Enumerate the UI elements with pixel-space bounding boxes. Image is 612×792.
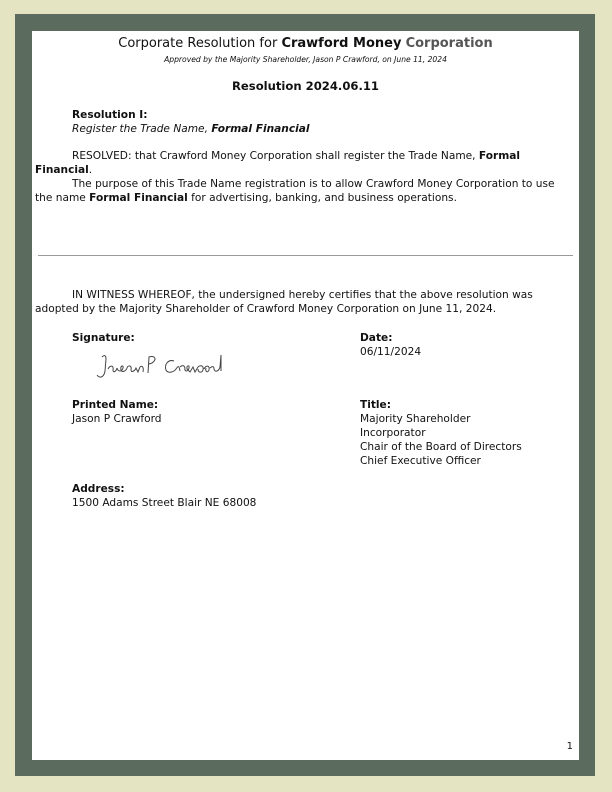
title-item: Incorporator: [360, 427, 426, 439]
resolution-heading: Resolution I:: [72, 109, 148, 121]
title-company: Crawford Money: [281, 36, 402, 51]
resolved-name: Formal Financial: [35, 150, 521, 176]
title-item: Majority Shareholder: [360, 413, 471, 425]
document-subtitle: Approved by the Majority Shareholder, Jason P Crawford, on June 11, 2024: [164, 55, 447, 64]
purpose-paragraph: [35, 177, 573, 205]
resolved-paragraph: [35, 149, 573, 177]
resolved-suffix: .: [88, 164, 93, 176]
signature-label: Signature:: [72, 332, 135, 344]
purpose-suffix: for advertising, banking, and business operations.: [187, 192, 457, 204]
printed-name-value: Jason P Crawford: [72, 413, 162, 425]
section-divider: [38, 255, 573, 256]
resolution-subject: [72, 122, 310, 136]
date-label: Date:: [360, 332, 393, 344]
address-value: 1500 Adams Street Blair NE 68008: [72, 497, 257, 509]
title-item: Chair of the Board of Directors: [360, 441, 522, 453]
title-prefix: Corporate Resolution for: [118, 36, 282, 51]
resolved-prefix: RESOLVED: that Crawford Money Corporation shall register the Trade Name,: [72, 150, 479, 162]
title-corp: Corporation: [405, 36, 493, 51]
page-number: 1: [566, 741, 573, 752]
subject-prefix: Register the Trade Name,: [72, 123, 212, 135]
address-label: Address:: [72, 483, 125, 495]
purpose-prefix: The purpose of this Trade Name registration is to allow Crawford Money Corporation to use the name: [35, 178, 555, 204]
title-item: Chief Executive Officer: [360, 455, 481, 467]
title-label: Title:: [360, 399, 391, 411]
subject-name: Formal Financial: [211, 123, 310, 135]
resolution-number: Resolution 2024.06.11: [232, 79, 379, 93]
document-title: [32, 37, 579, 51]
title-list: [360, 412, 522, 468]
printed-name-label: Printed Name:: [72, 399, 159, 411]
document-page: [32, 31, 579, 760]
signature-image: [94, 351, 234, 383]
purpose-name: Formal Financial: [89, 192, 188, 204]
date-value: 06/11/2024: [360, 346, 422, 358]
witness-paragraph: IN WITNESS WHEREOF, the undersigned hereby certifies that the above resolution was adopted by the Majority Shareholder of Crawford Money Corporation on June 11, 2024.: [35, 289, 533, 315]
